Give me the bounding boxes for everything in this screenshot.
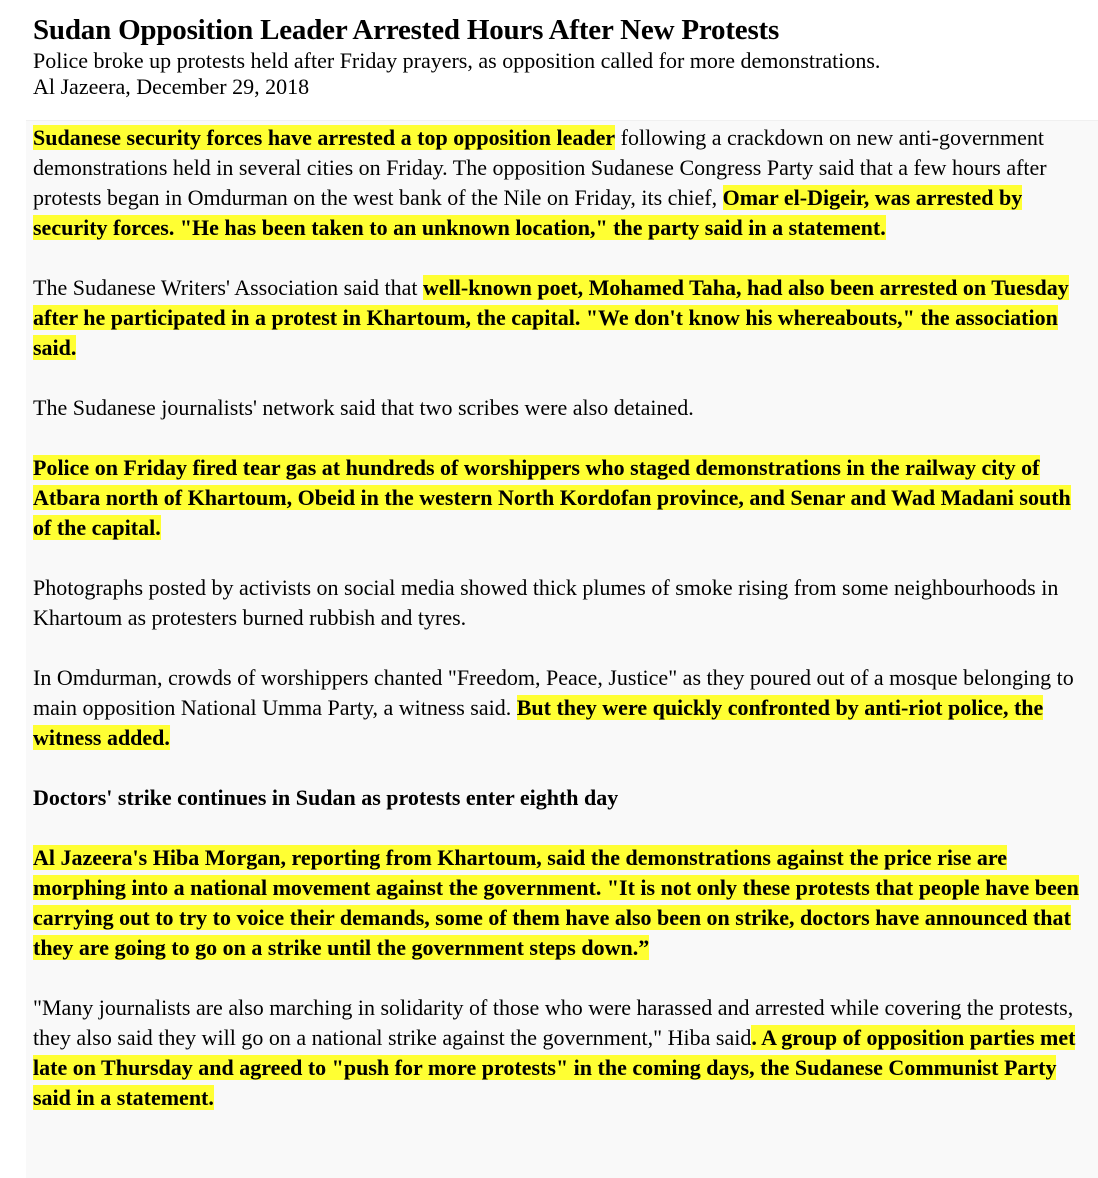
article-body [26, 120, 1098, 1178]
section-subheading: Doctors' strike continues in Sudan as protests enter eighth day [33, 785, 619, 810]
subheadline: Police broke up protests held after Friday prayers, as opposition called for more demonstrations. [33, 48, 881, 73]
highlighted-text: Omar el-Digeir, was arrested by security forces. "He has been taken to an unknown location," the party said in a statement. [33, 185, 1023, 240]
body-text: The Sudanese Writers' Association said that [33, 275, 424, 300]
paragraph-1 [33, 123, 1088, 243]
paragraph-8 [33, 993, 1088, 1113]
highlighted-text: But they were quickly confronted by anti-riot police, the witness added. [33, 695, 1044, 750]
byline: Al Jazeera, December 29, 2018 [33, 74, 310, 99]
paragraph-7 [33, 843, 1088, 963]
headline: Sudan Opposition Leader Arrested Hours After New Protests [33, 14, 780, 46]
highlighted-text: Police on Friday fired tear gas at hundreds of worshippers who staged demonstrations in the railway city of Atbara north of Khartoum, Obeid in the western North Kordofan province, and Senar and Wad Madani south of the capital. [33, 455, 1071, 540]
highlighted-text: well-known poet, Mohamed Taha, had also been arrested on Tuesday after he participated in a protest in Khartoum, the capital. "We don't know his whereabouts," the association said. [33, 275, 1069, 360]
body-text: "Many journalists are also marching in solidarity of those who were harassed and arrested while covering the protests, they also said they will go on a national strike against the government," Hiba said [33, 995, 1074, 1050]
highlighted-text: Al Jazeera's Hiba Morgan, reporting from Khartoum, said the demonstrations against the price rise are morphing into a national movement against the government. "It is not only these protests that people have been carrying out to try to voice their demands, some of them have also been on strike, doctors have announced that they are going to go on a strike until the government steps down.” [33, 845, 1079, 960]
article-header [33, 12, 1093, 100]
paragraph-4 [33, 453, 1088, 543]
paragraph-5 [33, 573, 1088, 633]
highlighted-text: Sudanese security forces have arrested a top opposition leader [33, 125, 616, 150]
body-text: In Omdurman, crowds of worshippers chanted "Freedom, Peace, Justice" as they poured out of a mosque belonging to main opposition National Umma Party, a witness said. [33, 665, 1074, 720]
body-text: The Sudanese journalists' network said that two scribes were also detained. [33, 395, 694, 420]
highlighted-text: . A group of opposition parties met late on Thursday and agreed to "push for more protests" in the coming days, the Sudanese Communist Party said in a statement. [33, 1025, 1076, 1110]
paragraph-6 [33, 663, 1088, 753]
body-text: Photographs posted by activists on social media showed thick plumes of smoke rising from some neighbourhoods in Khartoum as protesters burned rubbish and tyres. [33, 575, 1059, 630]
body-text: following a crackdown on new anti-government demonstrations held in several cities on Friday. The opposition Sudanese Congress Party said that a few hours after protests began in Omdurman on the west bank of the Nile on Friday, its chief, [33, 125, 1047, 210]
paragraph-2 [33, 273, 1088, 363]
paragraph-3 [33, 393, 1088, 423]
